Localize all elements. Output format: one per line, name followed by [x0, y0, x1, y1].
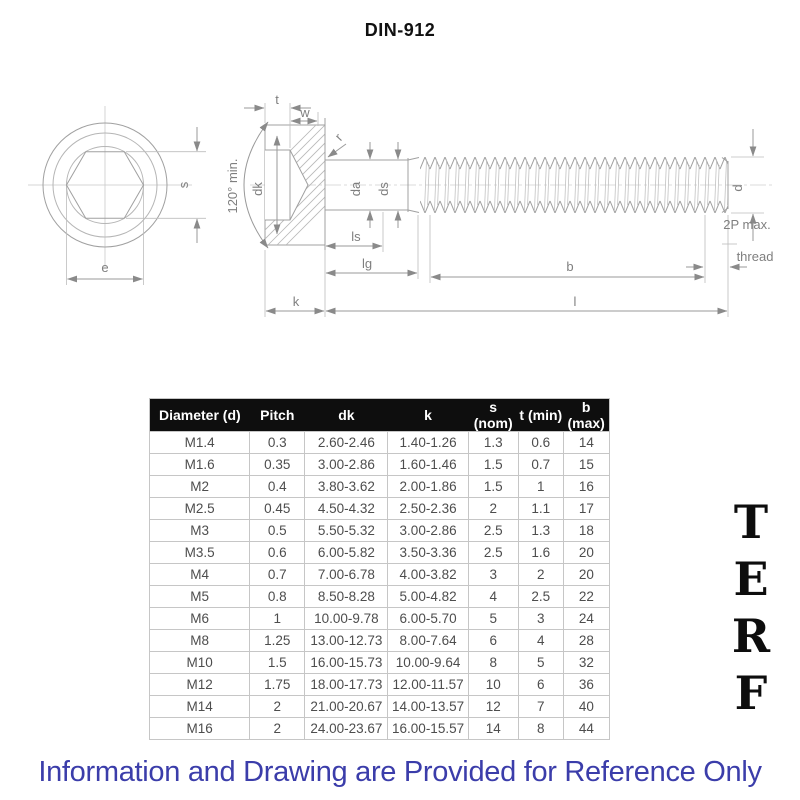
table-cell: 6	[518, 674, 563, 696]
table-cell: 14	[563, 432, 609, 454]
table-row	[150, 476, 610, 498]
table-cell: 4.00-3.82	[388, 564, 468, 586]
table-cell: 8.50-8.28	[305, 586, 388, 608]
table-cell: 1.25	[250, 630, 305, 652]
table-header-cell: t (min)	[518, 399, 563, 432]
table-cell: 2.60-2.46	[305, 432, 388, 454]
watermark-letter: E	[733, 552, 769, 606]
table-header-row	[150, 399, 610, 432]
table-cell: 21.00-20.67	[305, 696, 388, 718]
dim-label-k: k	[292, 294, 300, 309]
table-cell: 2	[518, 564, 563, 586]
table-cell: 0.45	[250, 498, 305, 520]
table-cell: 6.00-5.70	[388, 608, 468, 630]
dim-label-lg: lg	[361, 256, 373, 271]
table-cell: M4	[150, 564, 250, 586]
table-header-cell: Pitch	[250, 399, 305, 432]
table-cell: 20	[563, 542, 609, 564]
dim-label-e: e	[101, 260, 109, 275]
table-cell: 2	[250, 718, 305, 740]
table-cell: 12.00-11.57	[388, 674, 468, 696]
table-cell: 5.50-5.32	[305, 520, 388, 542]
table-cell: 4.50-4.32	[305, 498, 388, 520]
table-cell: 10	[468, 674, 518, 696]
table-cell: 0.7	[518, 454, 563, 476]
table-row	[150, 586, 610, 608]
table-cell: 2.5	[468, 520, 518, 542]
table-cell: 0.35	[250, 454, 305, 476]
table-cell: M2	[150, 476, 250, 498]
table-cell: 5	[518, 652, 563, 674]
table-cell: 1.75	[250, 674, 305, 696]
side-view	[196, 103, 772, 317]
table-cell: 7	[518, 696, 563, 718]
table-cell: 40	[563, 696, 609, 718]
table-cell: 44	[563, 718, 609, 740]
table-row	[150, 432, 610, 454]
table-cell: M16	[150, 718, 250, 740]
table-row	[150, 542, 610, 564]
table-cell: 0.4	[250, 476, 305, 498]
table-cell: 5.00-4.82	[388, 586, 468, 608]
table-cell: 32	[563, 652, 609, 674]
table-header-cell: s (nom)	[468, 399, 518, 432]
table-cell: 1.3	[468, 432, 518, 454]
table-cell: 1.40-1.26	[388, 432, 468, 454]
table-cell: 16	[563, 476, 609, 498]
table-cell: M14	[150, 696, 250, 718]
table-cell: 3.00-2.86	[388, 520, 468, 542]
table-row	[150, 718, 610, 740]
table-cell: M1.6	[150, 454, 250, 476]
table-cell: 1.6	[518, 542, 563, 564]
table-cell: 0.3	[250, 432, 305, 454]
watermark-letter: T	[733, 495, 769, 549]
table-cell: 16.00-15.73	[305, 652, 388, 674]
table-cell: 36	[563, 674, 609, 696]
table-cell: M3.5	[150, 542, 250, 564]
table-cell: 7.00-6.78	[305, 564, 388, 586]
watermark-letter: R	[731, 609, 771, 663]
table-cell: 20	[563, 564, 609, 586]
table-body	[150, 432, 610, 740]
table-cell: M5	[150, 586, 250, 608]
table-cell: 8.00-7.64	[388, 630, 468, 652]
table-cell: 4	[468, 586, 518, 608]
screw-technical-drawing	[0, 70, 800, 330]
table-cell: 3	[468, 564, 518, 586]
table-cell: 14.00-13.57	[388, 696, 468, 718]
table-cell: 2.5	[468, 542, 518, 564]
table-row	[150, 696, 610, 718]
table-row	[150, 454, 610, 476]
table-row	[150, 674, 610, 696]
table-cell: 5	[468, 608, 518, 630]
disclaimer-text: Information and Drawing are Provided for Reference Only	[38, 756, 762, 788]
table-cell: 1.5	[468, 476, 518, 498]
table-cell: 18	[563, 520, 609, 542]
table-cell: 0.5	[250, 520, 305, 542]
thread-section	[420, 157, 728, 213]
table-cell: 1.5	[250, 652, 305, 674]
table-cell: 1	[250, 608, 305, 630]
table-cell: 17	[563, 498, 609, 520]
dim-label-t: t	[275, 92, 279, 107]
table-cell: 3.80-3.62	[305, 476, 388, 498]
table-cell: M10	[150, 652, 250, 674]
table-cell: 2.5	[518, 586, 563, 608]
table-header-cell: b (max)	[563, 399, 609, 432]
end-view	[28, 106, 206, 285]
table-cell: 6.00-5.82	[305, 542, 388, 564]
table-cell: 8	[468, 652, 518, 674]
dim-label-angle: 120° min.	[225, 158, 240, 214]
page-title: DIN-912	[364, 20, 436, 40]
dim-label-l: l	[573, 294, 577, 309]
table-cell: 0.8	[250, 586, 305, 608]
table-cell: 28	[563, 630, 609, 652]
dim-label-s: s	[176, 181, 191, 189]
socket-cavity	[265, 150, 308, 220]
table-cell: 14	[468, 718, 518, 740]
table-cell: 18.00-17.73	[305, 674, 388, 696]
table-cell: 24	[563, 608, 609, 630]
table-cell: 2.50-2.36	[388, 498, 468, 520]
table-cell: 12	[468, 696, 518, 718]
dim-label-b: b	[566, 259, 574, 274]
table-cell: 13.00-12.73	[305, 630, 388, 652]
table-cell: 6	[468, 630, 518, 652]
dimension-table	[149, 398, 610, 740]
table-cell: 2.00-1.86	[388, 476, 468, 498]
table-cell: 1.3	[518, 520, 563, 542]
table-cell: 3.50-3.36	[388, 542, 468, 564]
table-cell: 2	[250, 696, 305, 718]
table-cell: M6	[150, 608, 250, 630]
table-row	[150, 608, 610, 630]
table-cell: 3	[518, 608, 563, 630]
watermark-terf	[724, 494, 778, 722]
table-cell: M1.4	[150, 432, 250, 454]
table-cell: M8	[150, 630, 250, 652]
table-cell: 1.60-1.46	[388, 454, 468, 476]
table-cell: 3.00-2.86	[305, 454, 388, 476]
dim-label-d: d	[730, 184, 745, 192]
table-cell: 0.6	[518, 432, 563, 454]
table-cell: 22	[563, 586, 609, 608]
table-cell: 10.00-9.78	[305, 608, 388, 630]
table-cell: 0.7	[250, 564, 305, 586]
table-cell: 1	[518, 476, 563, 498]
table-cell: 2	[468, 498, 518, 520]
table-cell: M3	[150, 520, 250, 542]
table-row	[150, 520, 610, 542]
dim-label-thread: thread	[736, 249, 774, 264]
table-cell: M12	[150, 674, 250, 696]
table-header-cell: Diameter (d)	[150, 399, 250, 432]
dim-label-w: w	[300, 105, 310, 120]
dim-label-dk: dk	[250, 182, 265, 196]
table-cell: 15	[563, 454, 609, 476]
watermark-letter: F	[734, 666, 768, 720]
table-header	[150, 399, 610, 432]
dim-label-ds: ds	[376, 182, 391, 196]
table-cell: M2.5	[150, 498, 250, 520]
table-row	[150, 630, 610, 652]
table-row	[150, 498, 610, 520]
table-row	[150, 564, 610, 586]
dim-label-da: da	[348, 181, 363, 197]
table-cell: 4	[518, 630, 563, 652]
table-cell: 24.00-23.67	[305, 718, 388, 740]
table-row	[150, 652, 610, 674]
table-cell: 1.5	[468, 454, 518, 476]
dim-label-runout: 2P max.	[723, 217, 771, 232]
table-cell: 10.00-9.64	[388, 652, 468, 674]
table-header-cell: k	[388, 399, 468, 432]
dim-label-r: r	[331, 130, 346, 144]
dim-label-ls: ls	[351, 229, 361, 244]
table-cell: 0.6	[250, 542, 305, 564]
table-header-cell: dk	[305, 399, 388, 432]
table-cell: 8	[518, 718, 563, 740]
table-cell: 1.1	[518, 498, 563, 520]
table-cell: 16.00-15.57	[388, 718, 468, 740]
